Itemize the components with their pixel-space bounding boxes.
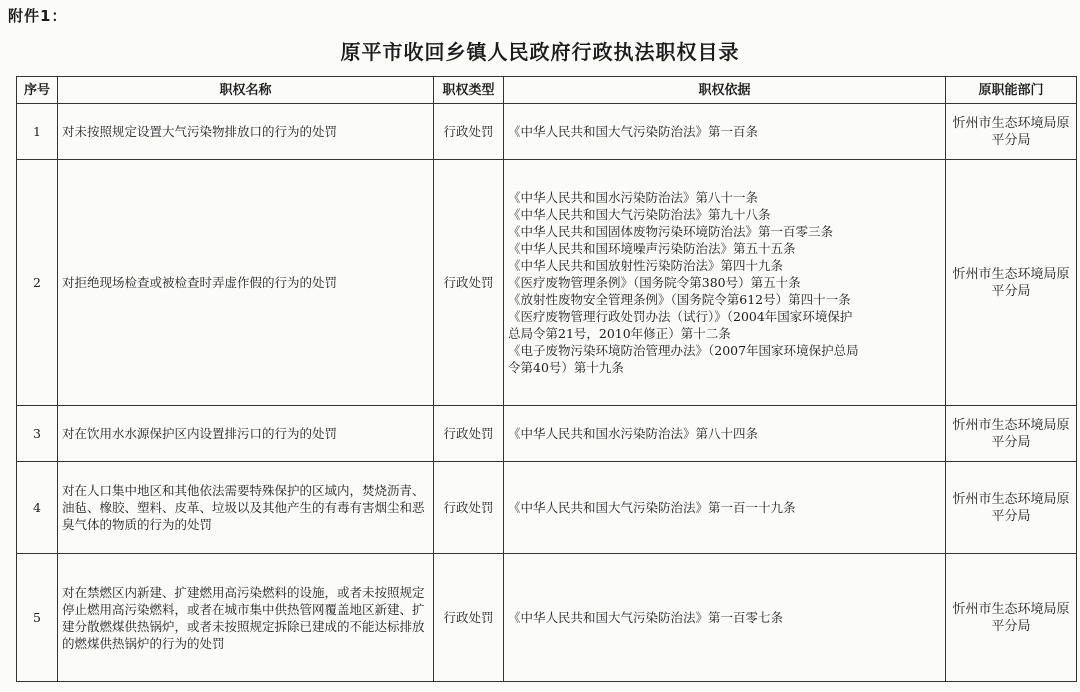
row-authority-name: 对在饮用水水源保护区内设置排污口的行为的处罚 [58, 406, 434, 462]
row-authority-basis [504, 160, 946, 406]
row-department: 忻州市生态环境局原平分局 [946, 462, 1077, 554]
header-authority-type: 职权类型 [434, 77, 504, 104]
basis-line: 《医疗废物管理条例》（国务院令第380号）第五十条 [508, 275, 801, 290]
row-authority-type: 行政处罚 [434, 160, 504, 406]
row-authority-type: 行政处罚 [434, 462, 504, 554]
row-authority-name: 对在人口集中地区和其他依法需要特殊保护的区域内，焚烧沥青、油毡、橡胶、塑料、皮革、垃圾以及其他产生的有毒有害烟尘和恶臭气体的物质的行为的处罚 [58, 462, 434, 554]
table-row [17, 104, 1077, 160]
row-no: 1 [17, 104, 58, 160]
header-original-department: 原职能部门 [946, 77, 1077, 104]
table-header-row [17, 77, 1077, 104]
basis-line: 令第40号）第十九条 [508, 360, 624, 375]
table-row [17, 160, 1077, 406]
row-no: 4 [17, 462, 58, 554]
basis-line: 《中华人民共和国环境噪声污染防治法》第五十五条 [508, 241, 796, 256]
row-authority-type: 行政处罚 [434, 554, 504, 682]
row-authority-type: 行政处罚 [434, 406, 504, 462]
basis-line: 《电子废物污染环境防治管理办法》（2007年国家环境保护总局 [508, 343, 859, 358]
basis-line: 《中华人民共和国固体废物污染环境防治法》第一百零三条 [508, 224, 834, 239]
basis-line: 《中华人民共和国大气污染防治法》第九十八条 [508, 207, 771, 222]
table-row [17, 462, 1077, 554]
basis-line: 《放射性废物安全管理条例》（国务院令第612号）第四十一条 [508, 292, 851, 307]
basis-line: 《中华人民共和国放射性污染防治法》第四十九条 [508, 258, 784, 273]
row-no: 3 [17, 406, 58, 462]
basis-line: 《中华人民共和国大气污染防治法》第一百零七条 [508, 610, 784, 625]
attachment-label: 附件1： [8, 7, 68, 25]
row-authority-type: 行政处罚 [434, 104, 504, 160]
row-department: 忻州市生态环境局原平分局 [946, 554, 1077, 682]
header-authority-basis: 职权依据 [504, 77, 946, 104]
basis-line: 《中华人民共和国大气污染防治法》第一百一十九条 [508, 500, 796, 515]
basis-line: 《中华人民共和国水污染防治法》第八十四条 [508, 426, 759, 441]
row-authority-basis [504, 554, 946, 682]
row-authority-name: 对未按照规定设置大气污染物排放口的行为的处罚 [58, 104, 434, 160]
header-authority-name: 职权名称 [58, 77, 434, 104]
row-authority-basis [504, 462, 946, 554]
row-department: 忻州市生态环境局原平分局 [946, 160, 1077, 406]
authority-catalog-table [16, 76, 1077, 682]
header-no: 序号 [17, 77, 58, 104]
row-no: 5 [17, 554, 58, 682]
row-authority-basis [504, 104, 946, 160]
row-authority-name: 对拒绝现场检查或被检查时弄虚作假的行为的处罚 [58, 160, 434, 406]
table-row [17, 554, 1077, 682]
row-department: 忻州市生态环境局原平分局 [946, 406, 1077, 462]
document-title: 原平市收回乡镇人民政府行政执法职权目录 [340, 40, 740, 64]
basis-line: 《医疗废物管理行政处罚办法（试行）》（2004年国家环境保护 [508, 309, 853, 324]
basis-line: 《中华人民共和国大气污染防治法》第一百条 [508, 124, 759, 139]
row-department: 忻州市生态环境局原平分局 [946, 104, 1077, 160]
row-no: 2 [17, 160, 58, 406]
table-row [17, 406, 1077, 462]
row-authority-basis [504, 406, 946, 462]
basis-line: 总局令第21号，2010年修正）第十二条 [508, 326, 731, 341]
basis-line: 《中华人民共和国水污染防治法》第八十一条 [508, 190, 759, 205]
row-authority-name: 对在禁燃区内新建、扩建燃用高污染燃料的设施，或者未按照规定停止燃用高污染燃料，或者在城市集中供热管网覆盖地区新建、扩建分散燃煤供热锅炉，或者未按照规定拆除已建成的不能达标排放的燃煤供热锅炉的行为的处罚 [58, 554, 434, 682]
